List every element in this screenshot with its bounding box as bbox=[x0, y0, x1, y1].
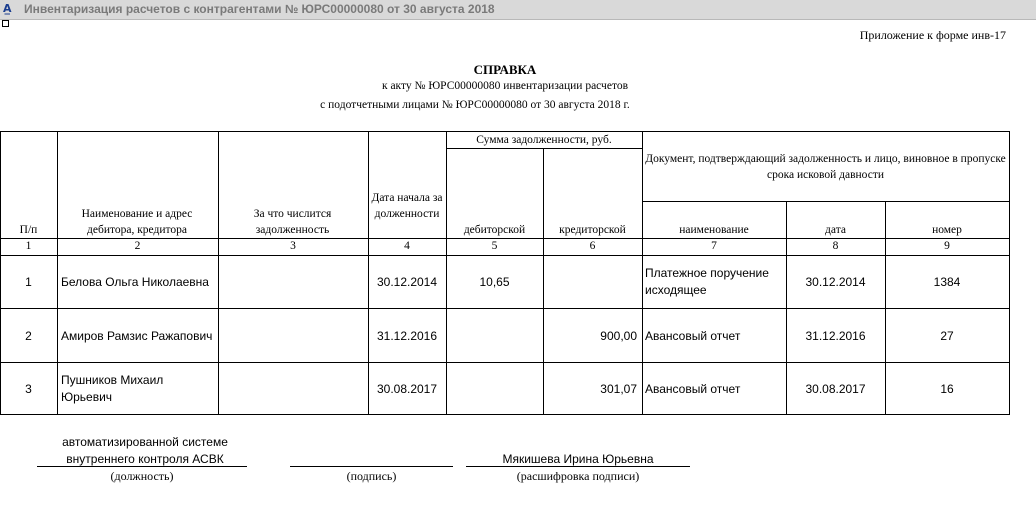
row-1-date-start: 30.12.2014 bbox=[376, 275, 438, 289]
row-1-num: 1 bbox=[25, 275, 32, 289]
row-1-name: Белова Ольга Николаевна bbox=[61, 275, 209, 289]
col-number: 2 bbox=[134, 240, 141, 252]
header-debit: дебиторской bbox=[463, 224, 526, 236]
row-3-debit bbox=[446, 363, 543, 414]
grid-line bbox=[57, 131, 58, 415]
header-doc-name: наименование bbox=[679, 224, 749, 236]
row-3-num: 3 bbox=[25, 381, 32, 396]
row-3-doc-number: 16 bbox=[940, 381, 954, 396]
header-doc-date: дата bbox=[825, 224, 846, 236]
window-title: Инвентаризация расчетов с контрагентами № ЮРС00000080 от 30 августа 2018 bbox=[24, 2, 495, 16]
signature-line bbox=[466, 466, 690, 467]
grid-line bbox=[446, 148, 642, 149]
row-1-doc-name: Платежное поручение исходящее bbox=[645, 266, 769, 297]
document-sheet bbox=[0, 20, 1036, 506]
grid-line bbox=[218, 131, 219, 415]
header-date-start: Дата начала задолженности bbox=[371, 192, 443, 220]
col-number: 9 bbox=[944, 240, 950, 252]
col-number: 1 bbox=[25, 240, 32, 252]
col-number: 3 bbox=[290, 240, 296, 252]
row-3-name: Пушников Михаил Юрьевич bbox=[61, 372, 164, 404]
col-number: 6 bbox=[589, 240, 596, 252]
doc-subtitle-2: с подотчетными лицами № ЮРС00000080 от 30 августа 2018 г. bbox=[320, 99, 630, 111]
header-doc-group: Документ, подтверждающий задолженность и лицо, виновное в пропуске срока исковой давности bbox=[645, 153, 1006, 181]
header-credit: кредиторской bbox=[559, 224, 626, 236]
row-1-credit bbox=[543, 256, 637, 308]
row-1-debit: 10,65 bbox=[479, 275, 510, 289]
row-2-debit bbox=[446, 309, 543, 362]
row-2-date-start: 31.12.2016 bbox=[376, 328, 438, 343]
label-decode: (расшифровка подписи) bbox=[516, 469, 640, 483]
appendix-label: Приложение к форме инв-17 bbox=[859, 28, 1006, 42]
header-doc-number: номер bbox=[932, 224, 962, 236]
row-3-credit: 301,07 bbox=[600, 381, 637, 396]
row-2-credit: 900,00 bbox=[600, 328, 637, 343]
header-name: Наименование и адрес дебитора, кредитора bbox=[81, 208, 193, 236]
row-2-doc-number: 27 bbox=[940, 328, 954, 343]
grid-line bbox=[0, 414, 1010, 415]
label-sign: (подпись) bbox=[346, 469, 397, 483]
row-2-doc-name: Авансовый отчет bbox=[645, 328, 741, 343]
signature-line bbox=[37, 466, 247, 467]
header-sum-group: Сумма задолженности, руб. bbox=[476, 134, 612, 146]
row-3-date-start: 30.08.2017 bbox=[376, 381, 438, 396]
document-icon: A̲ bbox=[3, 2, 12, 15]
signature-name: Мякишева Ирина Юрьевна bbox=[502, 452, 654, 466]
grid-line bbox=[1009, 131, 1010, 415]
signature-position-line-1: автоматизированной системе bbox=[62, 435, 228, 449]
signature-position-line-2: внутреннего контроля АСВК bbox=[66, 452, 224, 466]
doc-subtitle-1: к акту № ЮРС00000080 инвентаризации расчетов bbox=[381, 80, 628, 92]
row-3-doc-name: Авансовый отчет bbox=[645, 381, 741, 396]
label-position: (должность) bbox=[110, 469, 174, 483]
doc-title: СПРАВКА bbox=[473, 62, 537, 77]
col-number: 8 bbox=[832, 240, 839, 252]
col-number: 7 bbox=[711, 240, 717, 252]
signature-line bbox=[290, 466, 453, 467]
col-number: 4 bbox=[404, 240, 410, 252]
window-titlebar bbox=[0, 0, 1036, 20]
row-1-doc-number: 1384 bbox=[933, 275, 961, 289]
col-number: 5 bbox=[491, 240, 498, 252]
row-2-doc-date: 31.12.2016 bbox=[805, 328, 866, 343]
header-num: П/п bbox=[19, 224, 38, 236]
row-2-num: 2 bbox=[25, 328, 32, 343]
header-reason: За что числится задолженность bbox=[253, 208, 332, 236]
row-1-doc-date: 30.12.2014 bbox=[805, 275, 866, 289]
row-3-doc-date: 30.08.2017 bbox=[805, 381, 866, 396]
row-2-name: Амиров Рамзис Ражапович bbox=[61, 328, 213, 343]
grid-line bbox=[642, 201, 1010, 202]
